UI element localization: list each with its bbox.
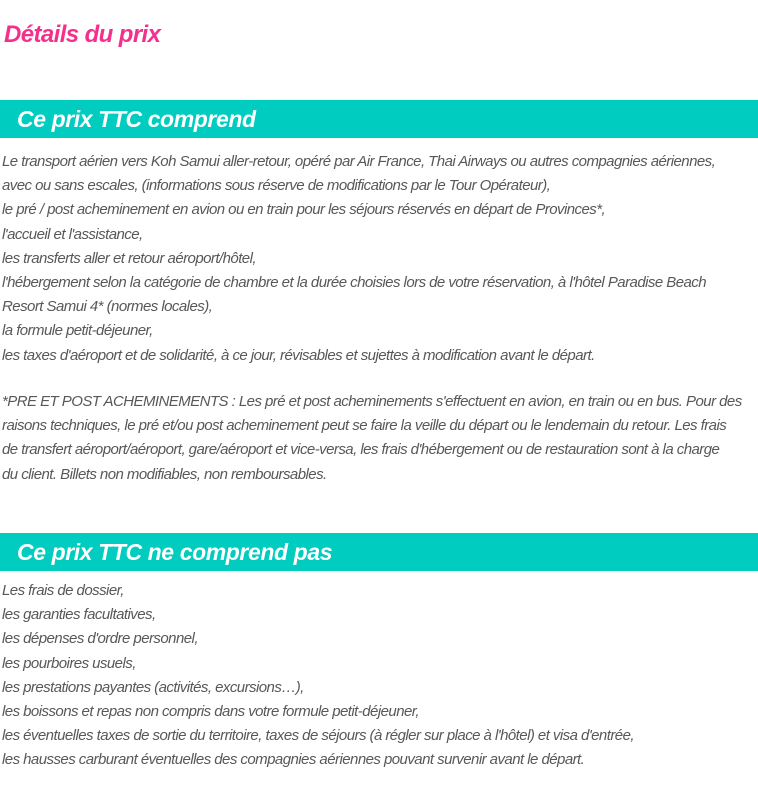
list-line: les dépenses d'ordre personnel, [2, 630, 198, 648]
list-line: la formule petit-déjeuner, [2, 322, 153, 340]
list-line: les éventuelles taxes de sortie du territoire, taxes de séjours (à régler sur place à l'hôtel) et visa d'entrée, [2, 727, 634, 745]
list-line: Resort Samui 4* (normes locales), [2, 298, 213, 316]
list-line: l'accueil et l'assistance, [2, 225, 143, 243]
excludes-list [2, 579, 758, 773]
section-header-excludes: Ce prix TTC ne comprend pas [0, 533, 758, 571]
list-line: les transferts aller et retour aéroport/hôtel, [2, 249, 257, 267]
list-line: les prestations payantes (activités, excursions…), [2, 678, 304, 696]
page-title: Détails du prix [4, 21, 161, 48]
list-line: Les frais de dossier, [2, 582, 124, 599]
list-line: l'hébergement selon la catégorie de chambre et la durée choisies lors de votre réservation, à l'hôtel Paradise Beach [2, 274, 707, 292]
list-line: les garanties facultatives, [2, 606, 156, 624]
section-header-includes: Ce prix TTC comprend [0, 100, 758, 138]
list-line: les hausses carburant éventuelles des compagnies aériennes pouvant survenir avant le départ. [2, 751, 585, 769]
list-line: avec ou sans escales, (informations sous réserve de modifications par le Tour Opérateur), [2, 177, 551, 195]
list-line: les pourboires usuels, [2, 654, 136, 672]
list-line: le pré / post acheminement en avion ou en train pour les séjours réservés en départ de Provinces*, [2, 201, 606, 219]
note-line: *PRE ET POST ACHEMINEMENTS : Les pré et post acheminements s'effectuent en avion, en train ou en bus. Pour des [2, 393, 742, 410]
includes-list [2, 150, 758, 368]
note-line: raisons techniques, le pré et/ou post acheminement peut se faire la veille du départ ou le lendemain du retour. Les frais [2, 417, 727, 435]
list-line: les taxes d'aéroport et de solidarité, à ce jour, révisables et sujettes à modification avant le départ. [2, 346, 595, 364]
list-line: les boissons et repas non compris dans votre formule petit-déjeuner, [2, 703, 420, 721]
acheminements-note [2, 390, 758, 487]
list-line: Le transport aérien vers Koh Samui aller-retour, opéré par Air France, Thai Airways ou autres compagnies aériennes, [2, 153, 716, 170]
note-line: de transfert aéroport/aéroport, gare/aéroport et vice-versa, les frais d'hébergement ou de restauration sont à la charge [2, 441, 720, 459]
note-line: du client. Billets non modifiables, non remboursables. [2, 465, 327, 483]
